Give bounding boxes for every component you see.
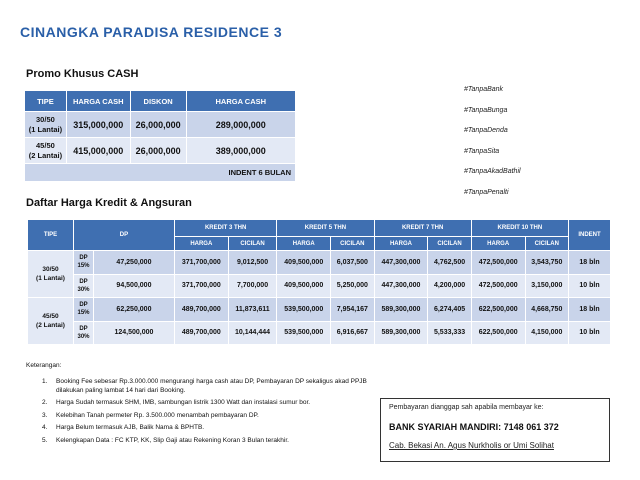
hashtag-list — [464, 80, 521, 203]
cicilan-10: 3,150,000 — [525, 274, 568, 298]
harga-10: 472,500,000 — [471, 274, 525, 298]
hashtag: #TanpaDenda — [464, 127, 508, 134]
cash-section-title: Promo Khusus CASH — [26, 68, 139, 80]
cicilan-5: 5,250,000 — [331, 274, 374, 298]
harga-10: 622,500,000 — [471, 321, 525, 345]
note-number: 1. — [42, 378, 48, 385]
cash-harga: 415,000,000 — [66, 138, 130, 164]
credit-subheader-cicilan: CICILAN — [428, 237, 471, 251]
dp-label — [74, 274, 94, 298]
bank-account: BANK SYARIAH MANDIRI: 7148 061 372 — [389, 422, 559, 432]
dp-percent: 30% — [77, 286, 90, 293]
harga-7: 589,300,000 — [374, 298, 428, 322]
note-number: 5. — [42, 436, 48, 444]
hashtag: #TanpaPenalti — [464, 188, 509, 196]
harga-5: 409,500,000 — [277, 251, 331, 275]
cash-harga: 315,000,000 — [66, 112, 130, 138]
harga-7: 589,300,000 — [374, 321, 428, 345]
harga-10: 622,500,000 — [471, 298, 525, 322]
table-row — [28, 321, 611, 345]
tipe-floors: (1 Lantai) — [28, 124, 63, 134]
table-row — [28, 274, 611, 298]
harga-3: 371,700,000 — [174, 251, 228, 275]
credit-header-kredit10: KREDIT 10 THN — [471, 220, 568, 237]
hashtag: #TanpaAkadBathil — [464, 168, 521, 175]
note-text: Booking Fee sebesar Rp.3.000.000 mengurangi harga cash atau DP, Pembayaran DP sekaligus akad PPJB dilakukan paling lambat 14 hari dari Booking. — [56, 378, 367, 394]
dp-percent: 30% — [77, 333, 90, 340]
indent-value: 10 bln — [569, 274, 611, 298]
credit-subheader-harga: HARGA — [471, 237, 525, 251]
harga-5: 539,500,000 — [277, 321, 331, 345]
list-item — [42, 399, 372, 408]
cicilan-10: 4,668,750 — [525, 298, 568, 322]
bank-branch: Cab. Bekasi An. Agus Nurkholis or Umi Solihat — [389, 441, 554, 450]
cash-header-net: HARGA CASH — [186, 91, 295, 112]
bank-info-box — [380, 398, 610, 462]
bank-instruction: Pembayaran dianggap sah apabila membayar ke: — [389, 404, 544, 411]
credit-tipe — [28, 298, 74, 345]
credit-header-kredit3: KREDIT 3 THN — [174, 220, 276, 237]
credit-price-table — [27, 219, 611, 345]
credit-section-title: Daftar Harga Kredit & Angsuran — [26, 197, 192, 209]
table-row — [28, 251, 611, 275]
table-row — [25, 164, 296, 182]
credit-header-dp: DP — [74, 220, 175, 251]
cicilan-3: 11,873,611 — [228, 298, 277, 322]
cash-indent: INDENT 6 BULAN — [25, 164, 296, 182]
cicilan-7: 4,200,000 — [428, 274, 471, 298]
note-number: 4. — [42, 424, 48, 431]
cash-tipe — [25, 138, 67, 164]
cicilan-10: 3,543,750 — [525, 251, 568, 275]
dp-amount: 47,250,000 — [94, 251, 175, 275]
hashtag: #TanpaSita — [464, 147, 500, 155]
credit-header-indent: INDENT — [569, 220, 611, 251]
cicilan-10: 4,150,000 — [525, 321, 568, 345]
note-text: Kelengkapan Data : FC KTP, KK, Slip Gaji atau Rekening Koran 3 Bulan terakhir. — [56, 436, 289, 444]
credit-subheader-cicilan: CICILAN — [525, 237, 568, 251]
cash-diskon: 26,000,000 — [130, 112, 186, 138]
credit-subheader-harga: HARGA — [277, 237, 331, 251]
dp-label-text: DP — [79, 325, 88, 332]
harga-3: 489,700,000 — [174, 298, 228, 322]
note-number: 2. — [42, 399, 48, 406]
tipe-size: 45/50 — [42, 313, 59, 320]
credit-subheader-harga: HARGA — [174, 237, 228, 251]
cash-price-table — [24, 90, 296, 182]
hashtag: #TanpaBunga — [464, 106, 508, 114]
table-row — [25, 138, 296, 164]
cash-diskon: 26,000,000 — [130, 138, 186, 164]
list-item — [42, 412, 372, 421]
indent-value: 18 bln — [569, 251, 611, 275]
indent-value: 10 bln — [569, 321, 611, 345]
cash-header-tipe: TIPE — [25, 91, 67, 112]
tipe-size: 30/50 — [42, 266, 59, 273]
cicilan-7: 4,762,500 — [428, 251, 471, 275]
dp-label-text: DP — [79, 278, 88, 285]
hashtag: #TanpaBank — [464, 86, 504, 93]
dp-label — [74, 321, 94, 345]
cash-tipe — [25, 112, 67, 138]
credit-header-kredit7: KREDIT 7 THN — [374, 220, 471, 237]
credit-subheader-cicilan: CICILAN — [331, 237, 374, 251]
cicilan-3: 9,012,500 — [228, 251, 277, 275]
notes-label: Keterangan: — [26, 362, 62, 369]
harga-5: 539,500,000 — [277, 298, 331, 322]
page-title: CINANGKA PARADISA RESIDENCE 3 — [20, 24, 283, 40]
harga-7: 447,300,000 — [374, 251, 428, 275]
dp-label-text: DP — [79, 255, 88, 262]
credit-header-tipe: TIPE — [28, 220, 74, 251]
note-number: 3. — [42, 411, 48, 419]
cicilan-3: 7,700,000 — [228, 274, 277, 298]
cash-header-diskon: DISKON — [130, 91, 186, 112]
table-row — [28, 298, 611, 322]
dp-amount: 124,500,000 — [94, 321, 175, 345]
cicilan-7: 5,533,333 — [428, 321, 471, 345]
note-text: Kelebihan Tanah permeter Rp. 3.500.000 menambah pembayaran DP. — [56, 411, 259, 419]
harga-10: 472,500,000 — [471, 251, 525, 275]
dp-amount: 94,500,000 — [94, 274, 175, 298]
table-row — [25, 112, 296, 138]
harga-5: 409,500,000 — [277, 274, 331, 298]
tipe-size: 45/50 — [36, 140, 55, 150]
cicilan-7: 6,274,405 — [428, 298, 471, 322]
list-item — [42, 437, 372, 446]
cicilan-5: 7,954,167 — [331, 298, 374, 322]
indent-value: 18 bln — [569, 298, 611, 322]
notes-list — [42, 378, 372, 449]
cicilan-3: 10,144,444 — [228, 321, 277, 345]
cash-header-harga: HARGA CASH — [66, 91, 130, 112]
credit-header-kredit5: KREDIT 5 THN — [277, 220, 374, 237]
cicilan-5: 6,916,667 — [331, 321, 374, 345]
harga-7: 447,300,000 — [374, 274, 428, 298]
note-text: Harga Sudah termasuk SHM, IMB, sambungan listrik 1300 Watt dan instalasi sumur bor. — [56, 399, 311, 406]
tipe-floors: (2 Lantai) — [36, 322, 65, 329]
dp-label-text: DP — [79, 302, 88, 309]
list-item — [42, 424, 372, 433]
credit-subheader-cicilan: CICILAN — [228, 237, 277, 251]
credit-subheader-harga: HARGA — [374, 237, 428, 251]
tipe-floors: (1 Lantai) — [36, 275, 65, 282]
harga-3: 371,700,000 — [174, 274, 228, 298]
note-text: Harga Belum termasuk AJB, Balik Nama & BPHTB. — [56, 424, 205, 431]
list-item — [42, 378, 372, 395]
credit-tipe — [28, 251, 74, 298]
cash-net: 389,000,000 — [186, 138, 295, 164]
dp-amount: 62,250,000 — [94, 298, 175, 322]
harga-3: 489,700,000 — [174, 321, 228, 345]
cash-net: 289,000,000 — [186, 112, 295, 138]
dp-label — [74, 298, 94, 322]
tipe-floors: (2 Lantai) — [28, 150, 63, 160]
dp-label — [74, 251, 94, 275]
dp-percent: 15% — [77, 310, 90, 317]
tipe-size: 30/50 — [36, 114, 55, 124]
cicilan-5: 6,037,500 — [331, 251, 374, 275]
dp-percent: 15% — [77, 263, 90, 270]
